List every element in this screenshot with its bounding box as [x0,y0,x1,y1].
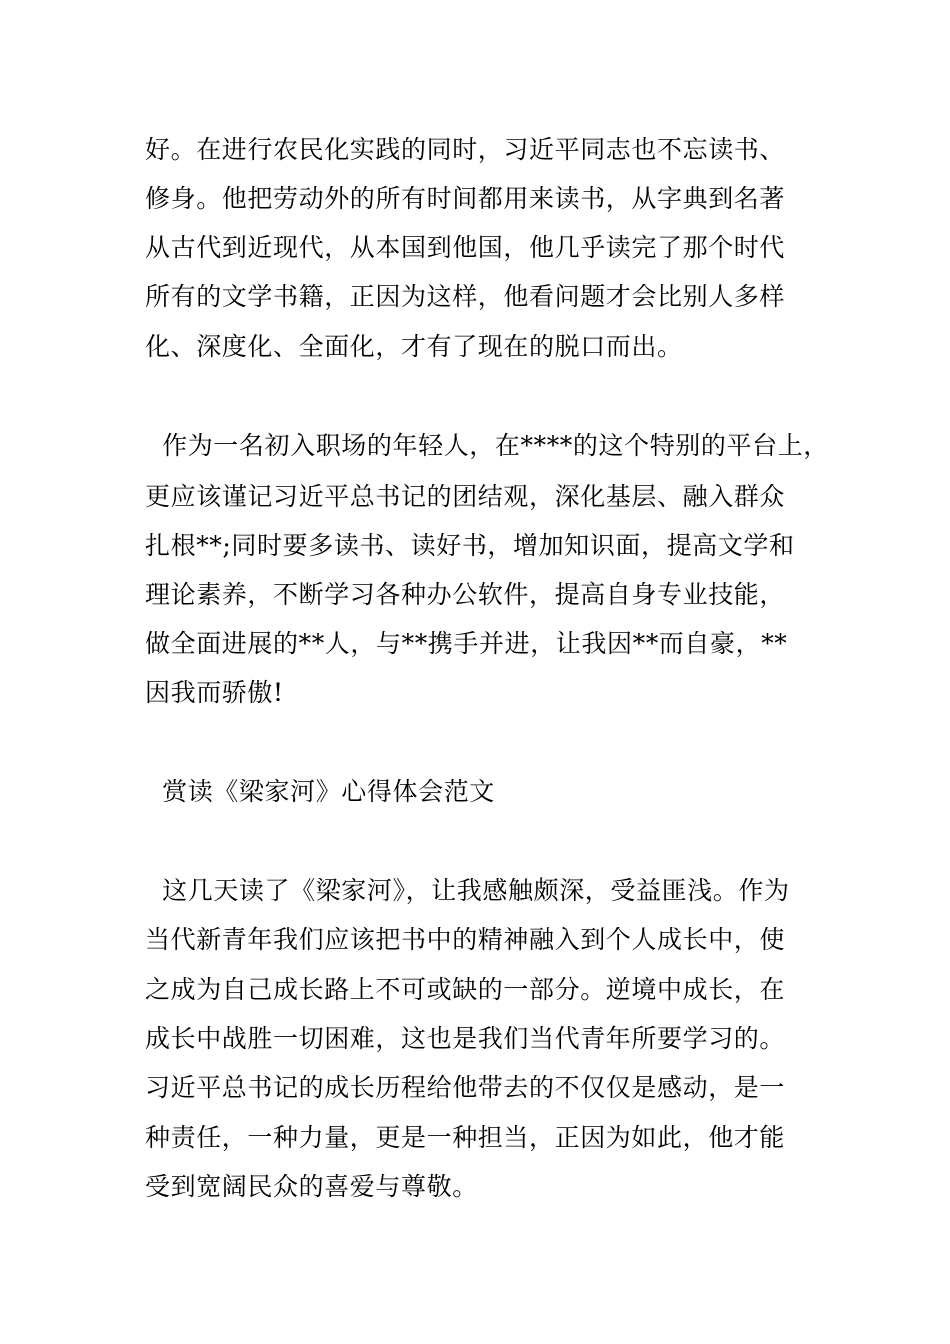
paragraph-2-line-6: 因我而骄傲! [145,678,284,707]
paragraph-1-line-2: 修身。他把劳动外的所有时间都用来读书，从字典到名著 [145,184,786,213]
paragraph-1-line-3: 从古代到近现代，从本国到他国，他几乎读完了那个时代 [145,233,786,262]
paragraph-1-line-1: 好。在进行农民化实践的同时，习近平同志也不忘读书、 [145,135,786,164]
paragraph-2-line-1: 作为一名初入职场的年轻人，在****的这个特别的平台上， [145,431,829,460]
paragraph-3-line-6: 种责任，一种力量，更是一种担当，正因为如此，他才能 [145,1123,786,1152]
paragraph-3-line-2: 当代新青年我们应该把书中的精神融入到个人成长中，使 [145,925,786,954]
paragraph-2-line-2: 更应该谨记习近平总书记的团结观，深化基层、融入群众 [145,482,786,511]
paragraph-2-line-5: 做全面进展的**人，与**携手并进，让我因**而自豪，** [145,629,788,658]
paragraph-3-line-3: 之成为自己成长路上不可或缺的一部分。逆境中成长，在 [145,975,786,1004]
paragraph-3-line-7: 受到宽阔民众的喜爱与尊敬。 [145,1172,478,1201]
paragraph-2-line-4: 理论素养，不断学习各种办公软件，提高自身专业技能， [145,580,786,609]
section-heading: 赏读《梁家河》心得体会范文 [145,777,495,806]
paragraph-3-line-4: 成长中战胜一切困难，这也是我们当代青年所要学习的。 [145,1024,786,1053]
paragraph-3-line-5: 习近平总书记的成长历程给他带去的不仅仅是感动，是一 [145,1073,786,1102]
paragraph-1-line-4: 所有的文学书籍，正因为这样，他看问题才会比别人多样 [145,282,786,311]
paragraph-3-line-1: 这几天读了《梁家河》，让我感触颇深，受益匪浅。作为 [145,876,790,905]
paragraph-1-line-5: 化、深度化、全面化，才有了现在的脱口而出。 [145,332,683,361]
paragraph-2-line-3: 扎根**;同时要多读书、读好书，增加知识面，提高文学和 [145,531,795,560]
